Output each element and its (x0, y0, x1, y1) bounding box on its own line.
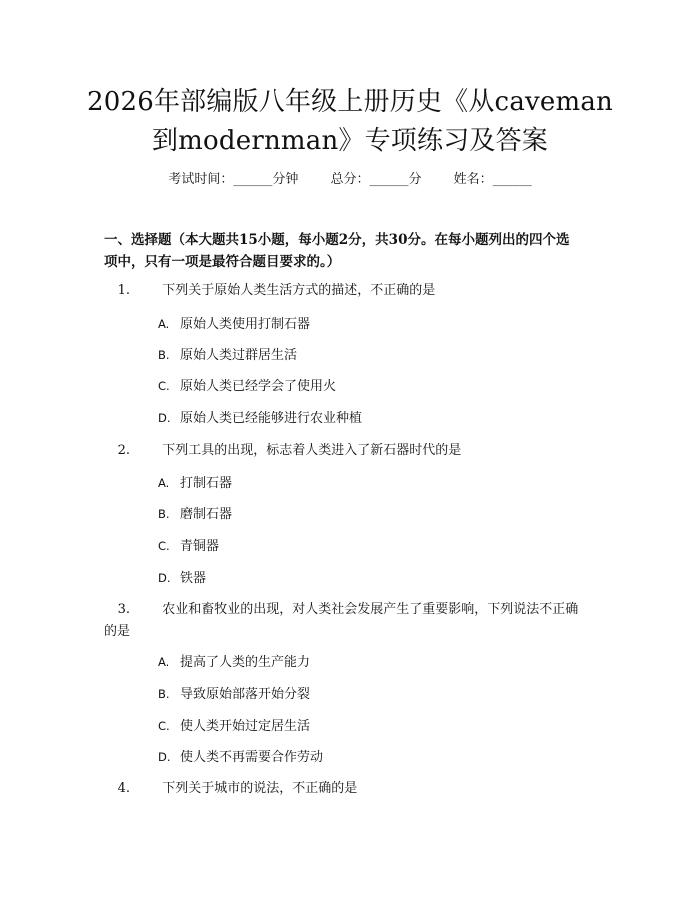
section-heading-line-1: 一、选择题（本大题共15小题，每小题2分，共30分。在每小题列出的四个选 (104, 232, 570, 248)
option-letter: C. (158, 379, 170, 393)
question-3 (104, 599, 624, 643)
option-text: 磨制石器 (180, 507, 233, 522)
question-3-text-line-1: 农业和畜牧业的出现，对人类社会发展产生了重要影响，下列说法不正确 (162, 602, 579, 617)
total-score-field: 总分：______分 (330, 172, 422, 187)
exam-meta-line (0, 168, 700, 187)
option-text: 铁器 (180, 571, 207, 586)
option-letter: D. (158, 750, 171, 764)
exam-time-field: 考试时间：______分钟 (168, 172, 299, 187)
question-3-option-a (158, 651, 618, 674)
question-1-text: 下列关于原始人类生活方式的描述，不正确的是 (162, 283, 436, 298)
option-letter: B. (158, 507, 170, 521)
question-3-option-d (158, 746, 618, 769)
question-3-number: 3. (117, 602, 130, 617)
question-1-option-c (158, 375, 618, 398)
question-2-option-a (158, 472, 618, 495)
document-title-line-1: 2026年部编版八年级上册历史《从caveman (86, 87, 613, 117)
question-3-text-line-2: 的是 (104, 624, 131, 639)
question-4 (104, 778, 624, 800)
student-name-field: 姓名：______ (453, 172, 532, 187)
option-text: 原始人类已经能够进行农业种植 (180, 411, 363, 426)
question-2 (104, 440, 624, 462)
question-2-option-b (158, 503, 618, 526)
question-4-text: 下列关于城市的说法，不正确的是 (162, 781, 358, 796)
option-text: 使人类不再需要合作劳动 (180, 750, 324, 765)
option-text: 原始人类过群居生活 (180, 348, 298, 363)
option-text: 提高了人类的生产能力 (180, 655, 311, 670)
section-heading (104, 229, 624, 273)
question-1-option-a (158, 313, 618, 336)
option-letter: B. (158, 687, 170, 701)
question-3-option-b (158, 683, 618, 706)
question-2-number: 2. (117, 443, 130, 458)
option-text: 导致原始部落开始分裂 (180, 687, 311, 702)
document-title-line-2: 到modernman》专项练习及答案 (151, 126, 548, 156)
question-1 (104, 280, 624, 302)
option-text: 青铜器 (180, 539, 220, 554)
question-1-option-b (158, 344, 618, 367)
option-letter: A. (158, 317, 170, 331)
option-letter: D. (158, 571, 171, 585)
option-letter: C. (158, 719, 170, 733)
question-4-number: 4. (117, 781, 130, 796)
section-heading-line-2: 项中，只有一项是最符合题目要求的。） (104, 254, 341, 270)
question-2-option-c (158, 535, 618, 558)
question-3-option-c (158, 715, 618, 738)
option-text: 打制石器 (180, 476, 233, 491)
option-letter: D. (158, 411, 171, 425)
option-letter: A. (158, 655, 170, 669)
option-letter: B. (158, 348, 170, 362)
question-2-option-d (158, 567, 618, 590)
option-text: 使人类开始过定居生活 (180, 719, 311, 734)
question-1-number: 1. (117, 283, 130, 298)
option-letter: A. (158, 476, 170, 490)
option-letter: C. (158, 539, 170, 553)
question-2-text: 下列工具的出现，标志着人类进入了新石器时代的是 (162, 443, 462, 458)
option-text: 原始人类已经学会了使用火 (180, 379, 337, 394)
question-1-option-d (158, 407, 618, 430)
option-text: 原始人类使用打制石器 (180, 317, 311, 332)
